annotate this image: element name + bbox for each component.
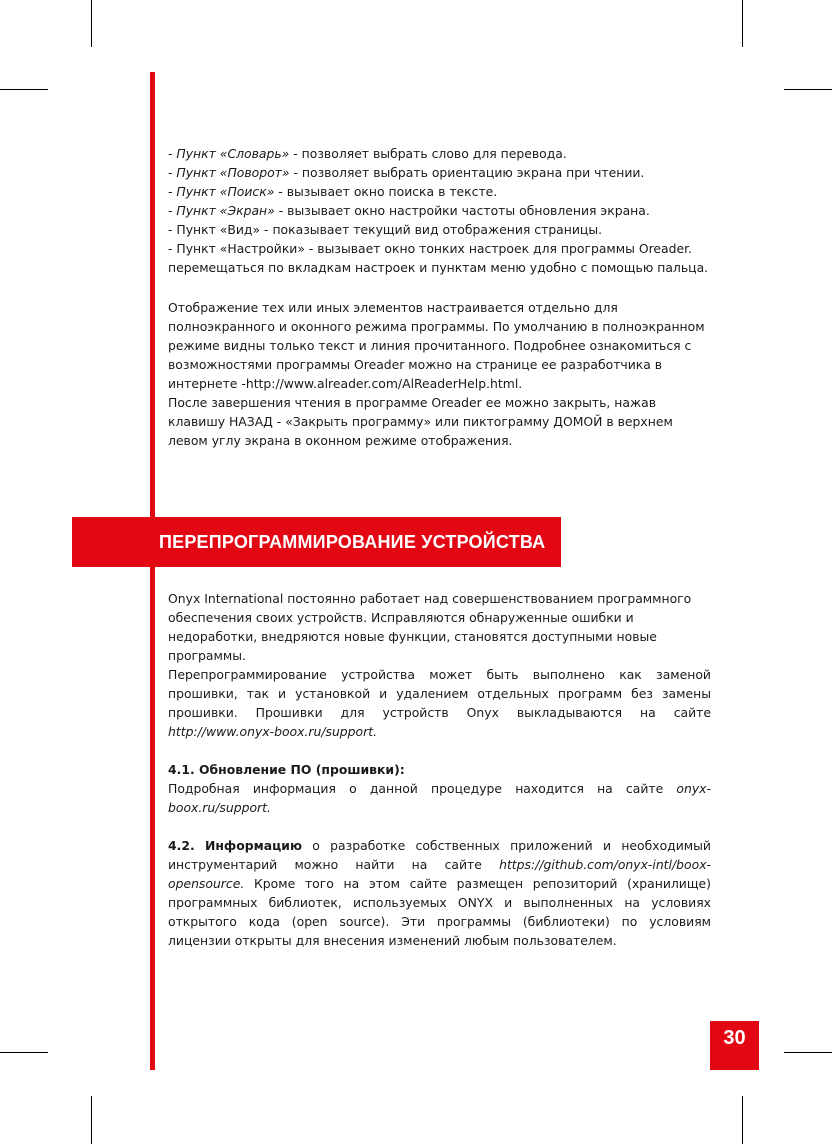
onyx-support-link[interactable]: onyx-boox.ru/support. (168, 781, 711, 815)
crop-mark (784, 1052, 832, 1053)
menu-item: - Пункт «Поиск» - вызывает окно поиска в тексте. (168, 184, 498, 199)
crop-mark (0, 89, 48, 90)
paragraph-close: После завершения чтения в программе Oreader ее можно закрыть, нажав клавишу НАЗАД - «Закрыть программу» или пиктограмму ДОМОЙ в верхнем левом углу экрана в оконном режиме отображения. (168, 395, 673, 448)
section-41-heading: 4.1. Обновление ПО (прошивки): (168, 762, 405, 777)
menu-note: перемещаться по вкладкам настроек и пунктам меню удобно с помощью пальца. (168, 260, 709, 275)
reprogramming-section (168, 589, 711, 950)
crop-mark (784, 89, 832, 90)
support-link[interactable]: http://www.onyx-boox.ru/support. (168, 724, 378, 739)
crop-mark (742, 1096, 743, 1144)
menu-item: - Пункт «Экран» - вызывает окно настройки частоты обновления экрана. (168, 203, 650, 218)
crop-mark (91, 1096, 92, 1144)
section-title: ПЕРЕПРОГРАММИРОВАНИЕ УСТРОЙСТВА (159, 531, 546, 552)
oreader-section (168, 298, 711, 450)
menu-items-list (168, 144, 711, 277)
crop-mark (742, 0, 743, 47)
crop-mark (0, 1052, 48, 1053)
menu-item: - Пункт «Настройки» - вызывает окно тонких настроек для программы Oreader. (168, 241, 693, 256)
menu-item: - Пункт «Словарь» - позволяет выбрать слово для перевода. (168, 146, 567, 161)
page-number: 30 (710, 1021, 759, 1070)
section-banner (72, 517, 561, 567)
margin-rule (150, 72, 155, 1070)
section-42-text: 4.2. Информацию о разработке собственных приложений и необходимый инструментарий можно найти на сайте https://github.com/onyx-intl/boox-opensource. Кроме того на этом сайте размещен репозиторий (хранилище) программных библиотек, используемых ONYX и выполненных на условиях открытого кода (open source). Эти программы (библиотеки) по условиям лицензии открыты для внесения изменений любым пользователем. (168, 838, 711, 948)
section-41-text: Подробная информация о данной процедуре находится на сайте onyx-boox.ru/support. (168, 781, 711, 815)
paragraph-display: Отображение тех или иных элементов настраивается отдельно для полноэкранного и оконного режима программы. По умолчанию в полноэкранном режиме видны только текст и линия прочитанного. Подробнее ознакомиться с возможностями программы Oreader можно на странице ее разработчика в интернете -http://www.alreader.com/AlReaderHelp.html. (168, 300, 705, 391)
crop-mark (91, 0, 92, 47)
reprogram-paragraph: Перепрограммирование устройства может быть выполнено как заменой прошивки, так и установкой и удалением отдельных программ без замены прошивки. Прошивки для устройств Onyx выкладываются на сайте http://www.onyx-boox.ru/support. (168, 667, 711, 739)
intro-paragraph: Onyx International постоянно работает над совершенствованием программного обеспечения своих устройств. Исправляются обнаруженные ошибки и недоработки, внедряются новые функции, становятся доступными новые программы. (168, 591, 692, 663)
github-link[interactable]: https://github.com/onyx-intl/boox-opensource. (168, 857, 711, 891)
menu-item: - Пункт «Вид» - показывает текущий вид отображения страницы. (168, 222, 603, 237)
menu-item: - Пункт «Поворот» - позволяет выбрать ориентацию экрана при чтении. (168, 165, 645, 180)
